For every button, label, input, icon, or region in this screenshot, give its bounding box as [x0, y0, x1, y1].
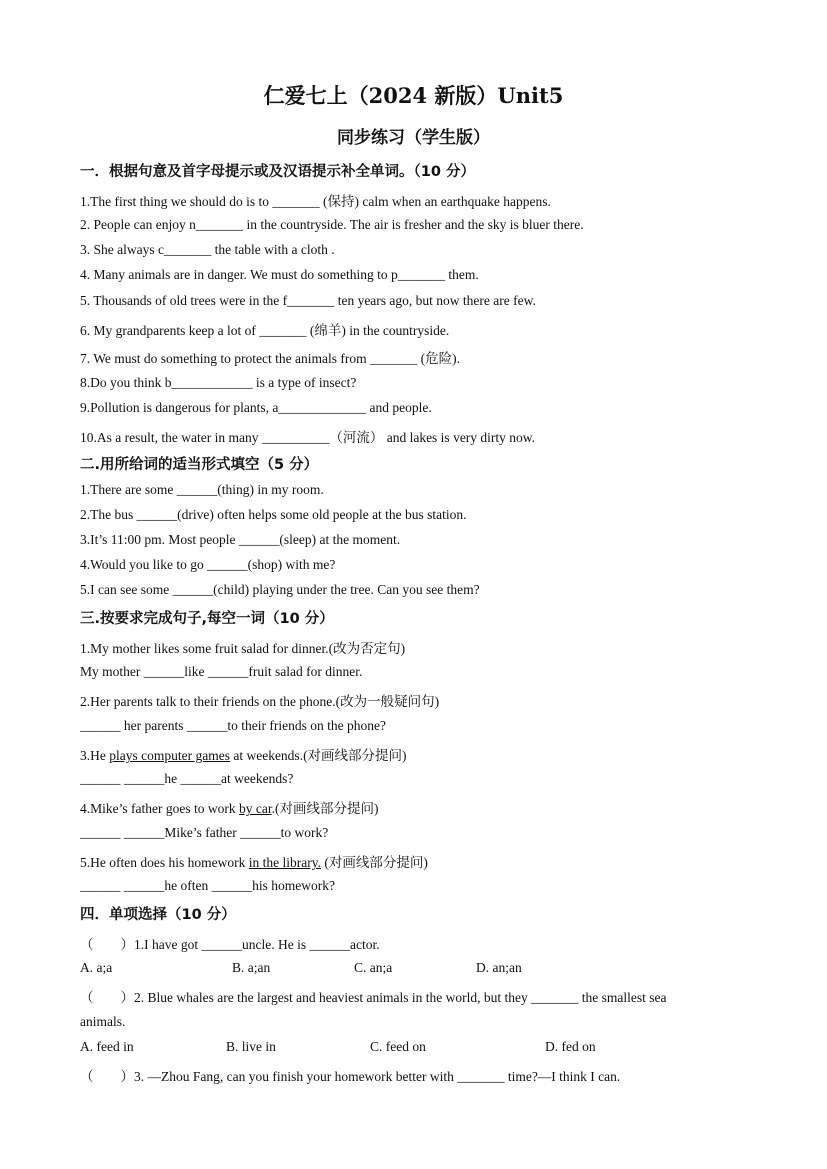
- underlined-phrase: by car: [238, 801, 272, 816]
- question-line: 1.There are some ______(thing) in my room.: [80, 482, 324, 497]
- option-c: C. feed on: [370, 1039, 426, 1054]
- option-a: A. feed in: [80, 1039, 134, 1054]
- section-heading-3: 三.按要求完成句子,每空一词（10 分）: [80, 611, 334, 627]
- question-line: [80, 797, 378, 817]
- option-b: B. a;an: [232, 960, 271, 975]
- question-line: 7. We must do something to protect the animals from _______ (危险).: [80, 351, 460, 366]
- question-text: (对画线部分提问): [320, 855, 428, 870]
- question-line: 4.Would you like to go ______(shop) with me?: [80, 557, 336, 572]
- page-subtitle: 同步练习（学生版）: [337, 128, 490, 148]
- option-c: C. an;a: [354, 960, 393, 975]
- question-line: 6. My grandparents keep a lot of _______ (绵羊) in the countryside.: [80, 323, 450, 338]
- answer-line: ______ ______Mike’s father ______to work?: [80, 825, 329, 840]
- answer-line: ______ ______he ______at weekends?: [80, 771, 294, 786]
- question-text: at weekends.(对画线部分提问): [229, 748, 407, 763]
- question-line: 2.Her parents talk to their friends on the phone.(改为一般疑问句): [80, 694, 440, 709]
- question-line: 10.As a result, the water in many __________（河流） and lakes is very dirty now.: [80, 430, 536, 445]
- answer-line: ______ her parents ______to their friends on the phone?: [80, 718, 386, 733]
- section-heading-2: 二.用所给词的适当形式填空（5 分）: [80, 457, 319, 473]
- question-line: （ ）1.I have got ______uncle. He is ______actor.: [80, 937, 380, 952]
- question-line: 9.Pollution is dangerous for plants, a_____________ and people.: [80, 400, 432, 415]
- question-text: 4.Mike’s father goes to work: [80, 801, 239, 816]
- question-line: [80, 851, 428, 871]
- question-line: 1.The first thing we should do is to _______ (保持) calm when an earthquake happens.: [80, 194, 551, 209]
- question-line: animals.: [80, 1014, 126, 1029]
- answer-line: ______ ______he often ______his homework?: [80, 878, 335, 893]
- question-line: 2.The bus ______(drive) often helps some old people at the bus station.: [80, 507, 467, 522]
- underlined-phrase: plays computer games: [109, 748, 230, 763]
- option-d: D. fed on: [545, 1039, 596, 1054]
- question-line: （ ）3. —Zhou Fang, can you finish your homework better with _______ time?—I think I can.: [80, 1069, 621, 1084]
- page-title: 仁爱七上（2024 新版）Unit5: [263, 83, 564, 108]
- underlined-phrase: in the library.: [248, 855, 321, 870]
- question-line: 2. People can enjoy n_______ in the countryside. The air is fresher and the sky is bluer there.: [80, 217, 584, 232]
- question-line: 8.Do you think b____________ is a type of insect?: [80, 375, 357, 390]
- question-line: 3.It’s 11:00 pm. Most people ______(sleep) at the moment.: [80, 532, 401, 547]
- option-b: B. live in: [226, 1039, 276, 1054]
- section-heading-1: 一．根据句意及首字母提示或及汉语提示补全单词。（10 分）: [80, 164, 475, 180]
- question-text: 5.He often does his homework: [80, 855, 249, 870]
- question-line: 3. She always c_______ the table with a cloth .: [80, 242, 335, 257]
- question-text: .(对画线部分提问): [271, 801, 379, 816]
- option-d: D. an;an: [476, 960, 522, 975]
- question-line: 1.My mother likes some fruit salad for dinner.(改为否定句): [80, 641, 406, 656]
- question-line: 4. Many animals are in danger. We must do something to p_______ them.: [80, 267, 479, 282]
- option-a: A. a;a: [80, 960, 113, 975]
- question-line: 5. Thousands of old trees were in the f_______ ten years ago, but now there are few.: [80, 293, 536, 308]
- question-text: 3.He: [80, 748, 110, 763]
- answer-line: My mother ______like ______fruit salad for dinner.: [80, 664, 363, 679]
- section-heading-4: 四．单项选择（10 分）: [80, 907, 236, 923]
- question-line: [80, 744, 407, 764]
- question-line: （ ）2. Blue whales are the largest and heaviest animals in the world, but they _______ the smallest sea: [80, 990, 667, 1005]
- question-line: 5.I can see some ______(child) playing under the tree. Can you see them?: [80, 582, 480, 597]
